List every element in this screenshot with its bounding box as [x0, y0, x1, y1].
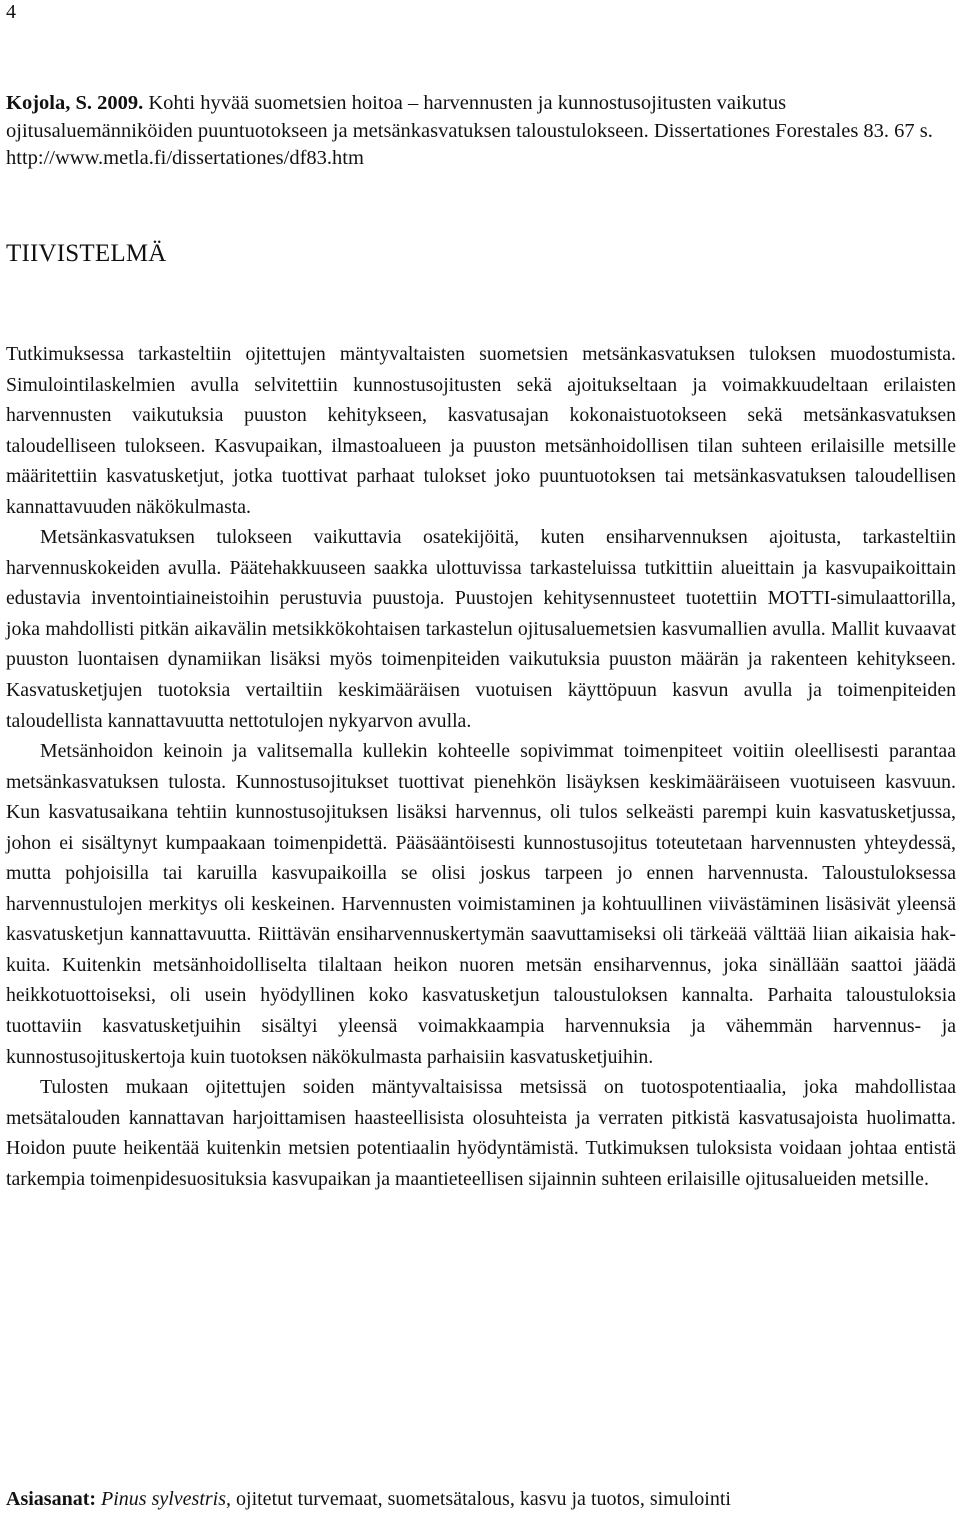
keywords	[6, 1486, 956, 1512]
keywords-list: ojitetut turvemaat, suometsätalous, kasvu ja tuotos, simulointi	[231, 1488, 731, 1510]
abstract-body	[6, 339, 956, 1194]
abstract-paragraph-2: Metsänkasvatuksen tulokseen vaikuttavia osatekijöitä, kuten ensiharvennuksen ajoitusta, tarkasteltiin harvennuskokeiden avulla. Päätehakkuuseen saakka ulottuvissa tarkasteluissa tutkittiin alueittain ja kasvupaikoittain edustavia inventointiaineistoihin perustuvia puustoja. Puustojen kehitysennusteet tuotettiin MOTTI-simulaattorilla, joka mahdollisti pitkän aikavälin metsikkökohtaisen tarkastelun ojitusaluemetsien kasvumallien avulla. Mallit kuvaavat puuston luontaisen dynamiikan lisäksi myös toimenpiteiden vaikutuksia puuston määrän ja rakenteen kehitykseen. Kasvatusketjujen tuotoksia vertailtiin keskimääräisen vuotuisen käyttöpuun kasvun avulla ja toimenpiteiden taloudellista kannattavuutta nettotulojen nykyarvon avulla.	[6, 526, 956, 732]
abstract-paragraph-1: Tutkimuksessa tarkasteltiin ojitettujen mäntyvaltaisten suometsien metsänkasvatuksen tuloksen muodostumista. Simulointilaskelmien avulla selvitettiin kunnostusojitusten sekä ajoitukseltaan ja voimakkuudeltaan erilaisten harvennusten vaikutuksia puuston kehitykseen, kasvatusajan kokonaistuotokseen sekä metsänkasvatuksen taloudelliseen tulokseen. Kasvupaikan, ilmastoalueen ja puuston metsänhoidollisen tilan suhteen erilaisille metsille määritettiin kasvatusketjut, jotka tuottivat parhaat tulokset joko puuntuotoksen tai metsänkasvatuksen taloudellisen kannattavuuden näkökulmasta.	[6, 343, 956, 518]
keywords-latin: Pinus sylvestris,	[101, 1488, 232, 1510]
citation	[6, 90, 956, 173]
section-title: TIIVISTELMÄ	[6, 240, 167, 267]
page-number: 4	[6, 1, 16, 23]
keywords-label: Asiasanat:	[6, 1488, 97, 1510]
abstract-paragraph-4: Tulosten mukaan ojitettujen soiden mäntyvaltaisissa metsissä on tuotospotentiaalia, joka mahdollistaa metsätalouden kannattavan harjoittamisen haasteellisista olosuhteista ja verraten pitkistä kasvatusajoista huolimatta. Hoidon puute heikentää kuitenkin metsien potentiaalin hyödyntämistä. Tutkimuksen tuloksista voidaan johtaa entistä tarkempia toimenpidesuosituksia kasvupaikan ja maantieteellisen sijainnin suhteen erilaisille ojitusalueiden metsille.	[6, 1076, 956, 1190]
abstract-paragraph-3: Metsänhoidon keinoin ja valitsemalla kullekin kohteelle sopivimmat toimenpiteet voitiin oleellisesti parantaa metsänkasvatuksen tulosta. Kunnostusojitukset tuottivat pienehkön lisäyksen keskimääräiseen vuotuiseen kasvuun. Kun kasvatusaikana tehtiin kunnostusojituksen lisäksi harvennus, oli tulos selkeästi parempi kuin kasvatusketjussa, johon ei sisältynyt kumpaakaan toimenpidettä. Pääsääntöisesti kunnostusojitus toteutetaan harvennusten yhteydessä, mutta pohjoisilla tai karuilla kasvupaikoilla se olisi joskus tarpeen jo ennen harvennusta. Taloustuloksessa harvennustulojen merkitys oli keskeinen. Harvennusten voimistaminen ja kohtuullinen viivästäminen lisäsivät yleensä kasvatusketjun kannattavuutta. Riittävän ensiharvennuskertymän saavuttamiseksi oli tärkeää välttää liian aikaisia hakkuita. Kuitenkin metsänhoidolliselta tilaltaan heikon nuoren metsän ensiharvennus, joka sinällään saattoi jäädä heikkotuottoiseksi, oli usein hyödyllinen koko kasvatusketjun taloustuloksen kannalta. Parhaita taloustuloksia tuottaviin kasvatusketjuihin sisältyi yleensä voimakkaampia harvennuksia ja vähemmän harvennus- ja kunnostusojituskertoja kuin tuotoksen näkökulmasta parhaisiin kasvatusketjuihin.	[6, 740, 956, 1068]
citation-author-year: Kojola, S. 2009.	[6, 92, 144, 114]
citation-text: Kohti hyvää suometsien hoitoa – harvennusten ja kunnostusojitusten vaikutus ojitusaluemänniköiden puuntuotokseen ja metsänkasvatuksen taloustulokseen. Dissertationes Forestales 83. 67 s. http://www.metla.fi/dissertationes/df83.htm	[6, 92, 933, 169]
